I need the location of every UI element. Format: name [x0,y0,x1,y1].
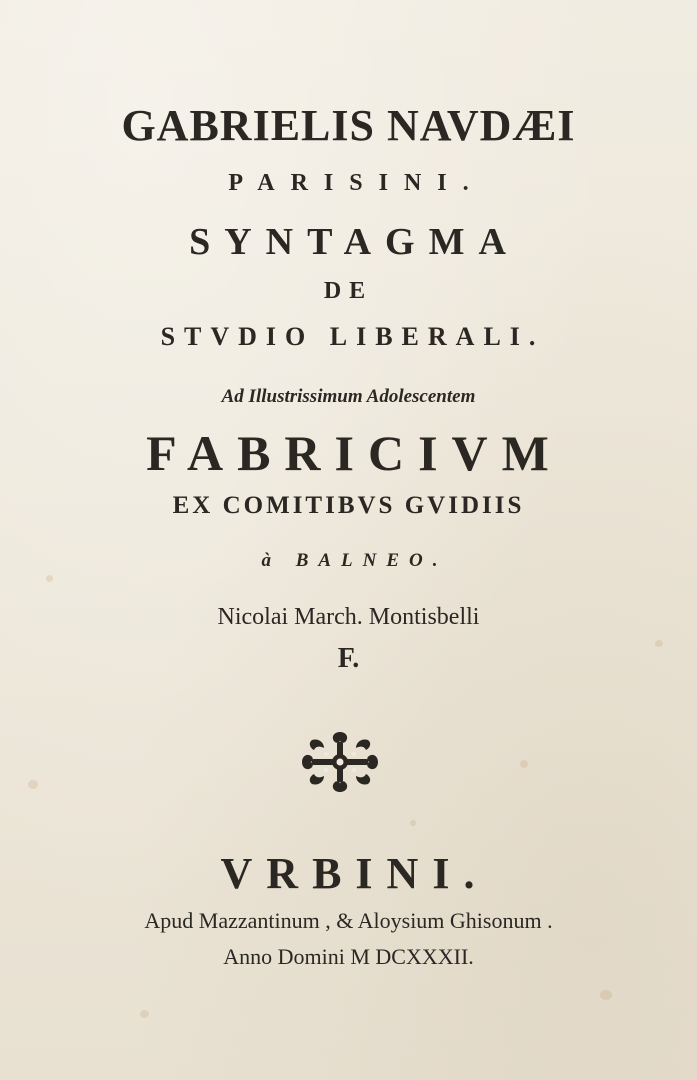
printers-ornament-icon [298,728,382,796]
imprint-date: Anno Domini M DCXXXII. [223,944,474,969]
dedicatee-name: FABRICIVM [146,425,563,481]
imprint-city: VRBINI. [220,849,489,898]
dedicatee-father: Nicolai March. Montisbelli [217,604,480,630]
title-preposition: DE [323,278,374,304]
foxing-spot [520,760,528,768]
foxing-spot [600,990,612,1000]
work-subject: STVDIO LIBERALI. [160,322,545,351]
filius-mark: F. [337,643,360,674]
foxing-spot [140,1010,149,1018]
dedicatee-house: EX COMITIBVS GVIDIIS [172,492,525,519]
author-origin: PARISINI. [228,170,485,196]
foxing-spot [28,780,38,789]
foxing-spot [410,820,416,826]
foxing-spot [46,575,53,582]
author-name: GABRIELIS NAVDÆI [121,101,576,150]
work-title: SYNTAGMA [189,221,520,263]
dedicatee-place: à BALNEO. [261,550,448,571]
dedication-intro: Ad Illustrissimum Adolescentem [221,386,476,407]
imprint-printers: Apud Mazzantinum , & Aloysium Ghisonum . [144,908,553,933]
